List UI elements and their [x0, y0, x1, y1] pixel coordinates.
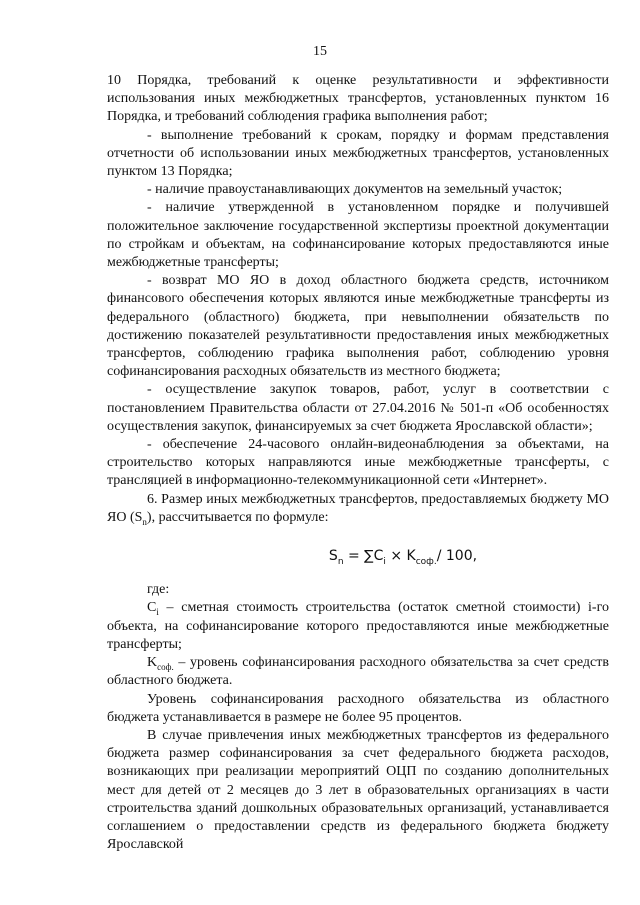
paragraph-7: - обеспечение 24-часового онлайн-видеонаблюдения за объектами, на строительство которых направляются иные межбюджетные трансферты, с трансляцией в информационно-телекоммуникационной сети «Интернет». — [107, 437, 609, 489]
paragraph-10: В случае привлечения иных межбюджетных трансфертов из федерального бюджета размер софинансирования за счет федерального бюджета расходов, возникающих при реализации мероприятий ОЦП по созданию дополнительных мест для детей от 2 месяцев до 3 лет в образовательных организациях в части строительства зданий дошкольных образовательных организаций, устанавливается соглашением о предоставлении средств из федерального бюджета бюджету Ярославской — [107, 727, 609, 853]
document-body — [107, 72, 609, 854]
paragraph-6: - осуществление закупок товаров, работ, услуг в соответствии с постановлением Правительства области от 27.04.2016 № 501-п «Об особенностях осуществления закупок, финансируемых за счет бюджета Ярославской области»; — [107, 382, 609, 434]
paragraph-9: Уровень софинансирования расходного обязательства из областного бюджета устанавливается в размере не более 95 процентов. — [107, 691, 609, 725]
formula: $S_n = \sum C_i \times K_{соф.}/$ 100, — [328, 548, 478, 567]
paragraph-1: 10 Порядка, требований к оценке результативности и эффективности использования иных межбюджетных трансфертов, установленных пунктом 16 Порядка, и требований соблюдения графика выполнения работ; — [107, 73, 609, 125]
where-label: где: — [147, 582, 170, 598]
paragraph-3: - наличие правоустанавливающих документов на земельный участок; — [147, 182, 563, 198]
definition-k: $K_{соф.}$ – уровень софинансирования расходного обязательства за счет средств областного бюджета. — [107, 655, 609, 689]
paragraph-4: - наличие утвержденной в установленном порядке и получившей положительное заключение государственной экспертизы проектной документации по стройкам и объектам, на софинансирование которых предоставляются иные межбюджетные трансферты; — [107, 200, 609, 271]
paragraph-2: - выполнение требований к срокам, порядку и формам представления отчетности об использовании иных межбюджетных трансфертов, установленных пунктом 13 Порядка; — [107, 127, 609, 180]
paragraph-5: - возврат МО ЯО в доход областного бюджета средств, источником финансового обеспечения которых являются иные межбюджетные трансферты из федерального (областного) бюджета, при невыполнении обязательств по достижению показателей результативности предоставления иных межбюджетных трансфертов, соблюдению графика выполнения работ, соблюдению уровня софинансирования расходных обязательств из местного бюджета; — [107, 273, 609, 380]
page-number: 15 — [313, 44, 327, 59]
paragraph-8: 6. Размер иных межбюджетных трансфертов, предоставляемых бюджету МО ЯО $(S_n)$, рассчитывается по формуле: — [107, 491, 609, 527]
definition-c: $C_i$ – сметная стоимость строительства (остаток сметной стоимости) i-го объекта, на софинансирование которого предоставляются иные межбюджетные трансферты; — [107, 600, 609, 652]
